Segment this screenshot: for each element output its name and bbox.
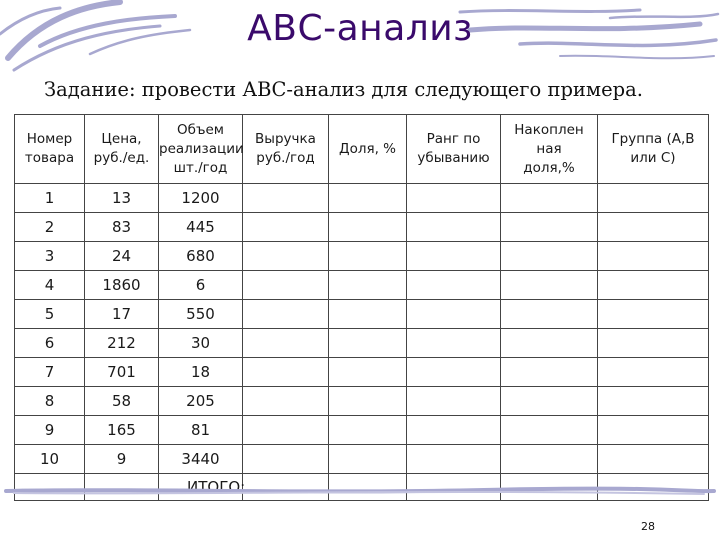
table-cell: [407, 184, 501, 213]
abc-analysis-table: [14, 114, 709, 501]
table-cell: [598, 300, 709, 329]
table-cell: [501, 184, 598, 213]
table-cell: [501, 300, 598, 329]
table-cell: [407, 271, 501, 300]
table-cell: [598, 329, 709, 358]
table-row: [15, 300, 709, 329]
table-cell: [243, 184, 329, 213]
table-row: [15, 242, 709, 271]
table-cell: 6: [15, 329, 85, 358]
table-row: [15, 358, 709, 387]
table-cell: [598, 271, 709, 300]
table-cell: 30: [159, 329, 243, 358]
table-cell: 205: [159, 387, 243, 416]
table-cell: 5: [15, 300, 85, 329]
decorative-bottom-stroke: [4, 486, 716, 496]
table-cell: [243, 387, 329, 416]
table-cell: [243, 242, 329, 271]
table-cell: [407, 387, 501, 416]
table-cell: [243, 300, 329, 329]
table-cell: [329, 300, 407, 329]
table-cell: [598, 242, 709, 271]
table-cell: 445: [159, 213, 243, 242]
table-cell: 1: [15, 184, 85, 213]
table-cell: [329, 184, 407, 213]
table-cell: [501, 387, 598, 416]
column-header: Объем реализации шт./год: [159, 115, 243, 184]
table-cell: 1200: [159, 184, 243, 213]
table-cell: 4: [15, 271, 85, 300]
table-cell: [407, 445, 501, 474]
table-cell: [598, 416, 709, 445]
table-cell: 212: [85, 329, 159, 358]
table-cell: [407, 242, 501, 271]
table-cell: 3440: [159, 445, 243, 474]
table-cell: [329, 445, 407, 474]
table-row: [15, 329, 709, 358]
table-cell: [501, 242, 598, 271]
table-cell: [598, 387, 709, 416]
table-cell: 1860: [85, 271, 159, 300]
table-cell: [407, 300, 501, 329]
task-text: Задание: провести АВС-анализ для следующего примера.: [44, 78, 643, 101]
table-cell: 6: [159, 271, 243, 300]
column-header: Накоплен ная доля,%: [501, 115, 598, 184]
table-cell: 10: [15, 445, 85, 474]
table-cell: [501, 329, 598, 358]
table-header-row: [15, 115, 709, 184]
table-cell: 3: [15, 242, 85, 271]
table-row: [15, 271, 709, 300]
table-cell: [407, 329, 501, 358]
table-cell: [501, 358, 598, 387]
table-cell: 2: [15, 213, 85, 242]
table-cell: [329, 271, 407, 300]
column-header: Доля, %: [329, 115, 407, 184]
table-cell: [501, 445, 598, 474]
table-cell: [598, 184, 709, 213]
table-cell: 17: [85, 300, 159, 329]
table-row: [15, 213, 709, 242]
table-cell: [501, 213, 598, 242]
table-cell: [598, 213, 709, 242]
page-number: 28: [641, 520, 655, 533]
table-cell: [407, 416, 501, 445]
total-label: ИТОГО:: [159, 474, 243, 501]
table-cell: [501, 416, 598, 445]
table-cell: 9: [15, 416, 85, 445]
table-cell: [243, 358, 329, 387]
table-cell: [598, 445, 709, 474]
table-cell: 58: [85, 387, 159, 416]
table-row: [15, 184, 709, 213]
table-cell: [329, 358, 407, 387]
table-cell: 550: [159, 300, 243, 329]
table-cell: [598, 358, 709, 387]
table-cell: [407, 213, 501, 242]
table-cell: [243, 271, 329, 300]
table-cell: [329, 242, 407, 271]
table-cell: 8: [15, 387, 85, 416]
table-cell: [243, 445, 329, 474]
table-cell: 9: [85, 445, 159, 474]
table-cell: [407, 358, 501, 387]
table-row: [15, 387, 709, 416]
column-header: Цена, руб./ед.: [85, 115, 159, 184]
table-cell: [329, 329, 407, 358]
table-body: [15, 184, 709, 501]
table-cell: 18: [159, 358, 243, 387]
table-cell: [243, 416, 329, 445]
table-cell: 13: [85, 184, 159, 213]
table-cell: 680: [159, 242, 243, 271]
column-header: Ранг по убыванию: [407, 115, 501, 184]
table-cell: [243, 213, 329, 242]
column-header: Выручка руб./год: [243, 115, 329, 184]
table-cell: 24: [85, 242, 159, 271]
table-cell: [501, 271, 598, 300]
table-row: [15, 445, 709, 474]
column-header: Группа (А,В или С): [598, 115, 709, 184]
table-cell: [329, 387, 407, 416]
table-cell: 83: [85, 213, 159, 242]
slide-title: АВС-анализ: [247, 8, 473, 49]
table-cell: 81: [159, 416, 243, 445]
column-header: Номер товара: [15, 115, 85, 184]
table-cell: [243, 329, 329, 358]
table-row: [15, 416, 709, 445]
table-cell: 701: [85, 358, 159, 387]
table-cell: 7: [15, 358, 85, 387]
table-cell: [329, 416, 407, 445]
table-cell: [329, 213, 407, 242]
table-cell: 165: [85, 416, 159, 445]
